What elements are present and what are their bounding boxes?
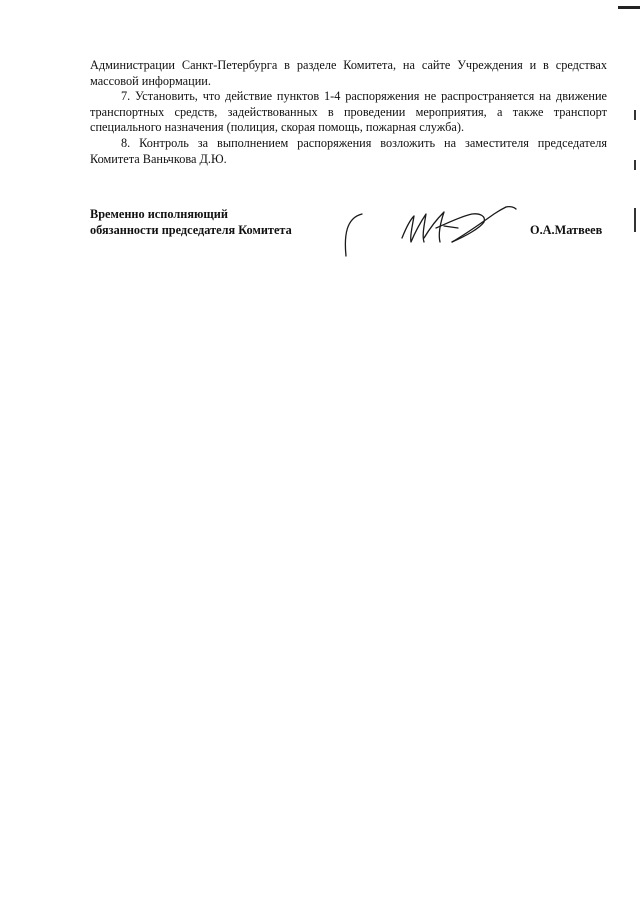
scan-edge-mark xyxy=(634,208,636,232)
signatory-name: О.А.Матвеев xyxy=(530,223,603,237)
document-body xyxy=(90,58,607,167)
signatory-title-line-1: Временно исполняющий xyxy=(90,207,228,221)
scan-edge-mark xyxy=(634,160,636,170)
signatory-title-line-2: обязанности председателя Комитета xyxy=(90,222,292,237)
scan-edge-mark xyxy=(618,6,640,9)
handwritten-signature-icon xyxy=(340,198,530,260)
paragraph-7: 7. Установить, что действие пунктов 1-4 распоряжения не распространяется на движение транспортных средств, задействованных в проведении мероприятия, а также транспорт специального назначения (полиция, скорая помощь, пожарная служба). xyxy=(90,89,607,135)
paragraph-8: 8. Контроль за выполнением распоряжения возложить на заместителя председателя Комитета Ваньчкова Д.Ю. xyxy=(90,135,607,166)
signatory-title xyxy=(90,207,292,238)
scan-edge-mark xyxy=(634,110,636,120)
paragraph-continuation: Администрации Санкт-Петербурга в разделе Комитета, на сайте Учреждения и в средствах массовой информации. xyxy=(90,58,607,88)
